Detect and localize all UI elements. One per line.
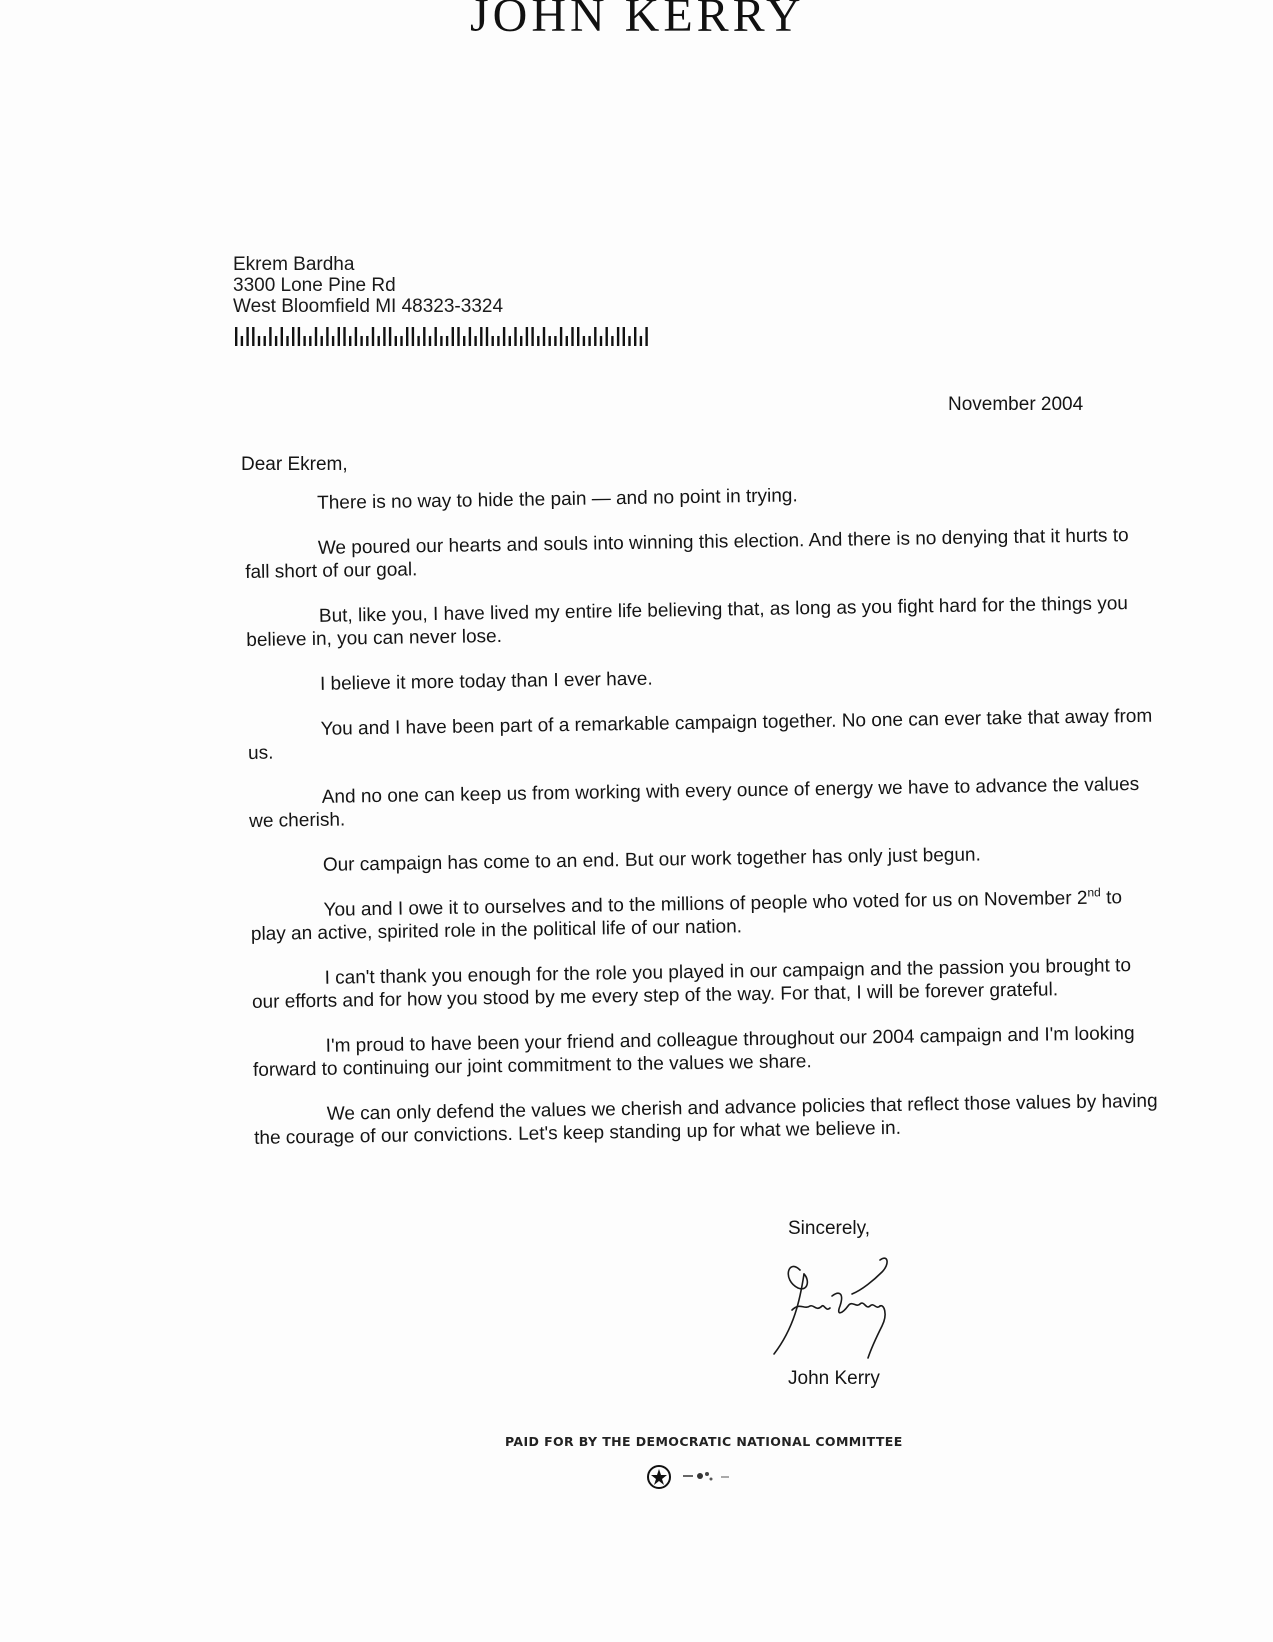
barcode-bar	[617, 327, 619, 346]
paragraph-7: Our campaign has come to an end. But our work together has only just begun.	[322, 844, 981, 876]
recipient-city-line: West Bloomfield MI 48323-3324	[233, 296, 504, 317]
barcode-bar	[543, 327, 545, 346]
barcode-bar	[645, 327, 647, 346]
barcode-bar	[275, 336, 277, 346]
paragraph-5: You and I have been part of a remarkable campaign together. No one can ever take that away from us.	[247, 705, 1153, 764]
barcode-bar	[497, 336, 499, 346]
barcode-bar	[400, 336, 402, 346]
barcode-bar	[258, 336, 260, 346]
barcode-bar	[503, 327, 505, 346]
barcode-bar	[423, 327, 425, 346]
barcode-bar	[303, 336, 305, 346]
paragraph-11: We can only defend the values we cherish and advance policies that reflect those values by having the courage of our convictions. Let's keep standing up for what we believe in.	[253, 1090, 1158, 1149]
barcode-bar	[292, 327, 294, 346]
barcode-bar	[360, 336, 362, 346]
barcode-bar	[366, 336, 368, 346]
barcode-bar	[338, 327, 340, 346]
barcode-bar	[264, 336, 266, 346]
barcode-bar	[583, 336, 585, 346]
barcode-bar	[571, 327, 573, 346]
barcode-bar	[623, 327, 625, 346]
letter-body	[244, 479, 1160, 1172]
barcode-bar	[628, 336, 630, 346]
barcode-bar	[480, 327, 482, 346]
paragraph-4: I believe it more today than I ever have.	[319, 668, 653, 695]
paragraph-8-head: You and I owe it to ourselves and to the millions of people who voted for us on November	[323, 888, 1072, 921]
barcode-bar	[355, 327, 357, 346]
barcode-bar	[343, 327, 345, 346]
letter-date: November 2004	[948, 394, 1084, 415]
barcode-bar	[560, 327, 562, 346]
paragraph-3: But, like you, I have lived my entire life believing that, as long as you fight hard for the things you believe in, you can never lose.	[246, 593, 1129, 651]
barcode-bar	[378, 336, 380, 346]
barcode-bar	[457, 327, 459, 346]
paragraph-2: We poured our hearts and souls into winning this election. And there is no denying that it hurts to fall short of our goal.	[245, 525, 1129, 583]
recipient-name: Ekrem Bardha	[233, 254, 355, 275]
signature-icon	[770, 1250, 920, 1360]
paragraph-8-suffix: nd	[1087, 885, 1101, 900]
barcode-bar	[594, 327, 596, 346]
barcode-bar	[514, 327, 516, 346]
barcode-bar	[474, 336, 476, 346]
recipient-address	[233, 254, 503, 317]
barcode-bar	[463, 336, 465, 346]
barcode-bar	[252, 327, 254, 346]
barcode-bar	[269, 327, 271, 346]
barcode-bar	[383, 327, 385, 346]
union-bug-icon	[645, 1462, 755, 1492]
disclaimer: PAID FOR BY THE DEMOCRATIC NATIONAL COMMITTEE	[505, 1434, 903, 1449]
barcode-bar	[566, 336, 568, 346]
barcode-bar	[634, 327, 636, 346]
barcode-bar	[235, 327, 237, 346]
barcode-bar	[577, 327, 579, 346]
barcode-bar	[526, 327, 528, 346]
barcode-bar	[349, 336, 351, 346]
postal-barcode-icon	[233, 325, 653, 347]
barcode-bar	[389, 327, 391, 346]
barcode-bar	[440, 336, 442, 346]
barcode-bar	[286, 336, 288, 346]
barcode-bar	[486, 327, 488, 346]
barcode-bar	[452, 327, 454, 346]
barcode-bar	[549, 336, 551, 346]
paragraph-8	[250, 886, 1156, 946]
barcode-bar	[600, 336, 602, 346]
signer-name: John Kerry	[788, 1368, 880, 1389]
barcode-bar	[417, 336, 419, 346]
barcode-bar	[531, 327, 533, 346]
barcode-bar	[406, 327, 408, 346]
barcode-bar	[509, 336, 511, 346]
barcode-bar	[281, 327, 283, 346]
letterhead: JOHN KERRY	[470, 0, 805, 42]
barcode-bar	[246, 327, 248, 346]
paragraph-8-day: 2	[1076, 887, 1088, 909]
barcode-bar	[412, 327, 414, 346]
barcode-bar	[606, 327, 608, 346]
barcode-bar	[429, 336, 431, 346]
barcode-bar	[395, 336, 397, 346]
barcode-bar	[298, 327, 300, 346]
barcode-bar	[321, 336, 323, 346]
paragraph-8-rest: to play an active, spirited role in the political life of our nation.	[250, 887, 1123, 945]
recipient-street: 3300 Lone Pine Rd	[233, 275, 396, 296]
salutation: Dear Ekrem,	[241, 454, 348, 475]
paragraph-10: I'm proud to have been your friend and colleague throughout our 2004 campaign and I'm looking forward to continuing our joint commitment to the values we share.	[252, 1023, 1135, 1081]
barcode-bar	[492, 336, 494, 346]
barcode-bar	[640, 336, 642, 346]
barcode-bar	[435, 327, 437, 346]
barcode-bar	[554, 336, 556, 346]
barcode-bar	[326, 327, 328, 346]
barcode-bar	[241, 336, 243, 346]
closing: Sincerely,	[788, 1218, 871, 1239]
barcode-bar	[588, 336, 590, 346]
barcode-bar	[611, 336, 613, 346]
barcode-bar	[315, 327, 317, 346]
barcode-bar	[446, 336, 448, 346]
paragraph-9: I can't thank you enough for the role you played in our campaign and the passion you brought to our efforts and for how you stood by me every step of the way. For that, I will be forever grateful.	[251, 955, 1132, 1013]
barcode-bar	[309, 336, 311, 346]
barcode-bar	[537, 336, 539, 346]
barcode-bar	[332, 336, 334, 346]
barcode-bar	[469, 327, 471, 346]
barcode-bar	[372, 327, 374, 346]
paragraph-6: And no one can keep us from working with every ounce of energy we have to advance the values we cherish.	[248, 773, 1140, 832]
barcode-bar	[520, 336, 522, 346]
paragraph-1: There is no way to hide the pain — and no point in trying.	[317, 485, 798, 514]
